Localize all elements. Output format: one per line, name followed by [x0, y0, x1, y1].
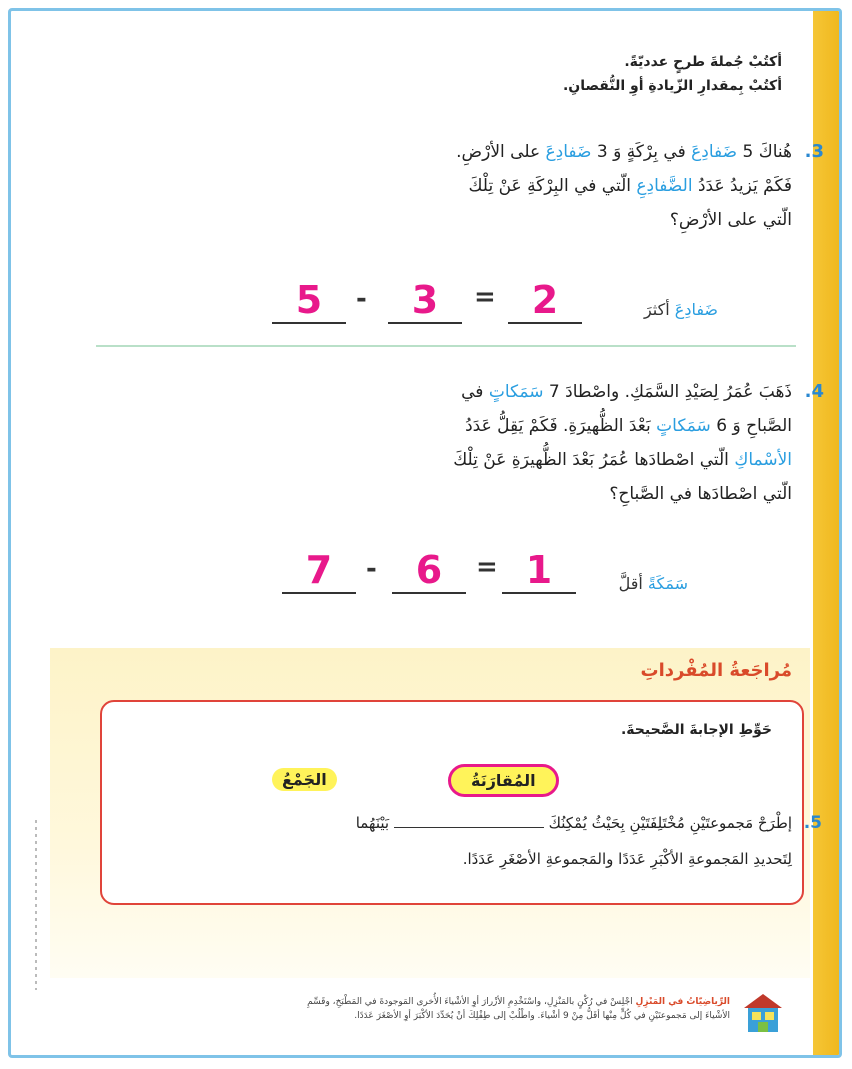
footer-line-2: الأشْياءَ إلى مَجموعتَيْنِ في كُلٍّ مِنْها أقَلُّ مِنْ 9 أشْياءَ. واطْلُبْ إلى طِفْلِكَ أنْ يُحَدِّدَ الأكْبَرَ أوِ الأصْغَرَ عَدَدًا. — [354, 1011, 730, 1021]
problem-4-line-4: الّتي اصْطادَها في الصَّباحِ؟ — [609, 484, 792, 504]
instruction-line-1: أكتُبْ جُملةَ طرحٍ عدديّةً. — [624, 54, 782, 70]
answer-blank-3[interactable]: 2 — [508, 278, 582, 324]
answer-blank-1[interactable]: 5 — [272, 278, 346, 324]
problem-5-line-2: لِتَحديدِ المَجموعةِ الأكْبَرِ عَدَدًا والمَجموعةِ الأصْغَرِ عَدَدًا. — [462, 850, 792, 868]
side-vertical-note — [30, 820, 42, 990]
problem-3-line-3: الّتي على الأرْضِ؟ — [669, 210, 792, 230]
problem-4 — [232, 375, 824, 511]
section-divider — [96, 345, 796, 347]
word-choice-other[interactable]: الجَمْعُ — [272, 768, 337, 791]
problem-4-line-1: ذَهَبَ عُمَرُ لِصَيْدِ السَّمَكِ. واصْطادَ 7 سَمَكاتٍ في — [461, 382, 792, 402]
problem-5-number: 5. — [803, 813, 822, 833]
problem-4-equation — [0, 548, 852, 608]
problem-3-equation — [0, 278, 852, 338]
problem-4-number: 4. — [804, 381, 824, 402]
house-icon — [740, 990, 786, 1036]
answer-blank-3[interactable]: 1 — [502, 548, 576, 594]
fill-in-blank[interactable] — [394, 813, 544, 828]
equation-unit-label: ضَفادِعَ أكثرَ — [643, 300, 718, 319]
equation-unit-label: سَمَكَةً أقلَّ — [618, 574, 688, 593]
problem-4-line-3: الأسْماكِ الّتي اصْطادَها عُمَرُ بَعْدَ الظُّهيرَةِ عَنْ تِلْكَ — [453, 450, 792, 470]
problem-5 — [192, 805, 822, 877]
problem-3-line-2: فَكَمْ يَزيدُ عَدَدُ الضَّفادِعِ الّتي في البِرْكَةِ عَنْ تِلْكَ — [468, 176, 792, 196]
minus-sign: - — [366, 554, 377, 584]
answer-blank-1[interactable]: 7 — [282, 548, 356, 594]
minus-sign: - — [356, 284, 367, 314]
answer-blank-2[interactable]: 6 — [392, 548, 466, 594]
problem-3-number: 3. — [804, 141, 824, 162]
problem-3-line-1: هُناكَ 5 ضَفادِعَ في بِرْكَةٍ وَ 3 ضَفادِعَ على الأرْضِ. — [456, 142, 792, 162]
instruction-line-2: أكتُبْ بِمقدارِ الزّيادةِ أوِ النُّقصانِ. — [562, 78, 782, 94]
equals-sign: = — [474, 282, 496, 312]
footer-line-1: الرِّياضِيّاتُ في المَنْزِلِ اجْلِسْ في رُكْنٍ بالمَنْزِلِ، واسْتَخْدِمِ الأزْرارَ أوِ الأشْياءَ الأُخرى المَوجودةَ في المَطْبَخِ، وقَسِّمِ — [307, 997, 730, 1007]
problem-4-line-2: الصَّباحِ وَ 6 سَمَكاتٍ بَعْدَ الظُّهيرَةِ. فَكَمْ يَقِلُّ عَدَدُ — [465, 416, 792, 436]
home-math-note — [60, 995, 730, 1023]
problem-5-line-1: إطْرَحْ مَجموعتَيْنِ مُخْتَلِفَتَيْنِ بِحَيْثُ يُمْكِنُكَ بَيْنَهُما — [355, 814, 792, 832]
problem-3 — [232, 135, 824, 237]
equals-sign: = — [476, 552, 498, 582]
instructions — [182, 50, 782, 98]
answer-blank-2[interactable]: 3 — [388, 278, 462, 324]
review-title: مُراجَعةُ المُفْرداتِ — [640, 660, 792, 681]
word-choice-correct[interactable]: المُقارَنَةُ — [448, 764, 559, 797]
review-instruction: حَوِّطِ الإجابةَ الصَّحيحةَ. — [620, 722, 772, 738]
